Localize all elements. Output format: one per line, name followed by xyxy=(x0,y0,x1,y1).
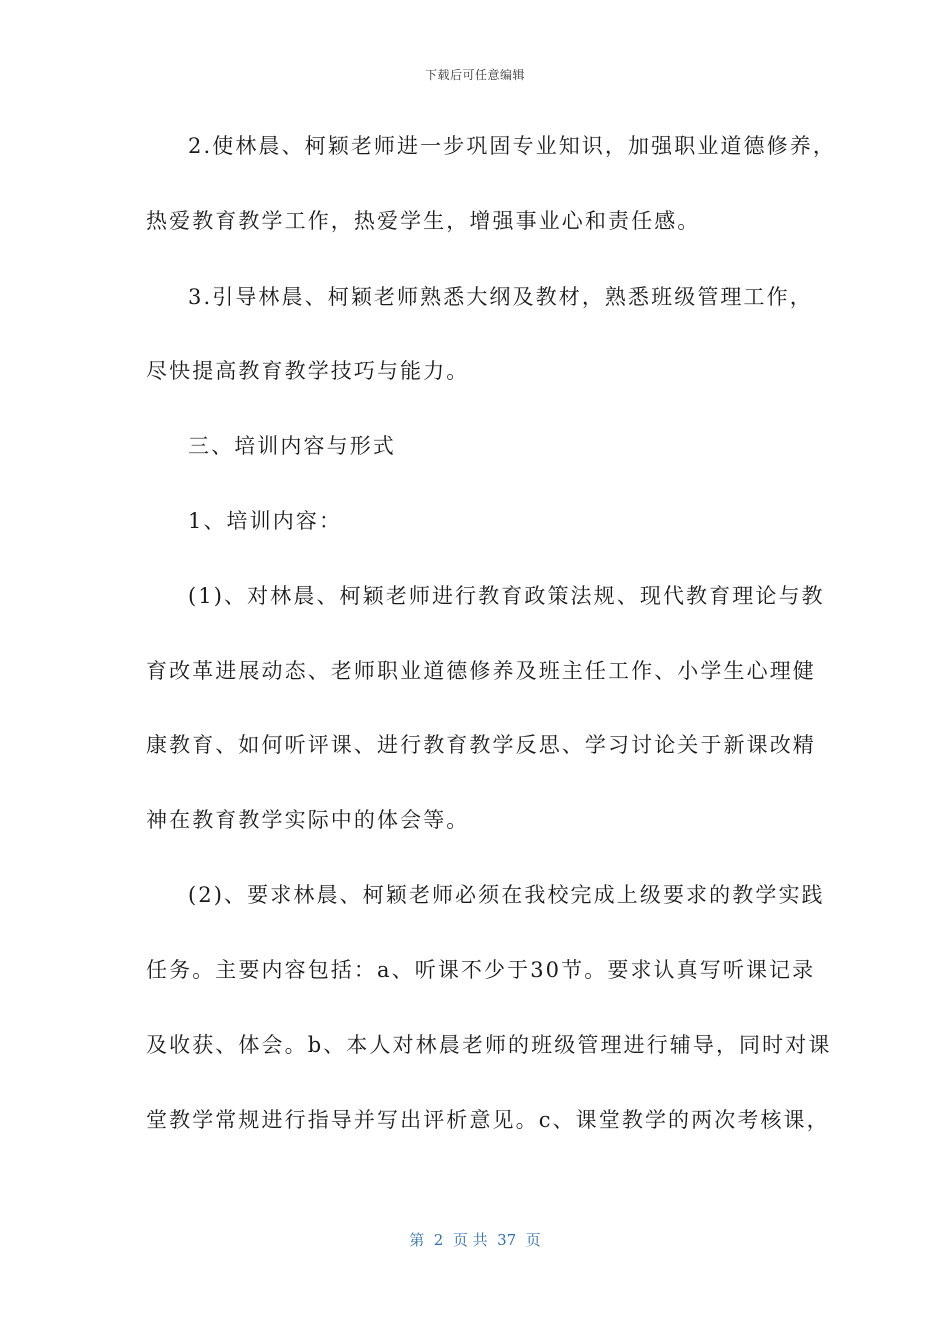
paragraph-line: 热爱教育教学工作，热爱学生，增强事业心和责任感。 xyxy=(146,209,701,233)
paragraph-line: 及收获、体会。b、本人对林晨老师的班级管理进行辅导，同时对课 xyxy=(146,1033,832,1057)
paragraph-line: 2.使林晨、柯颖老师进一步巩固专业知识，加强职业道德修养， xyxy=(188,134,836,158)
subsection-heading: 1、培训内容： xyxy=(188,509,343,533)
paragraph-line: 堂教学常规进行指导并写出评析意见。c、课堂教学的两次考核课， xyxy=(146,1108,830,1132)
page-number-footer: 第 2 页 共 37 页 xyxy=(409,1231,541,1249)
paragraph-line: 康教育、如何听评课、进行教育教学反思、学习讨论关于新课改精 xyxy=(146,733,816,757)
paragraph-line: 任务。主要内容包括：a、听课不少于30节。要求认真写听课记录 xyxy=(146,958,816,982)
paragraph-line: 神在教育教学实际中的体会等。 xyxy=(146,808,470,832)
paragraph-line: 尽快提高教育教学技巧与能力。 xyxy=(146,359,470,383)
section-heading: 三、培训内容与形式 xyxy=(188,434,396,458)
paragraph-line: 3.引导林晨、柯颖老师熟悉大纲及教材，熟悉班级管理工作， xyxy=(188,285,813,309)
paragraph-line: 育改革进展动态、老师职业道德修养及班主任工作、小学生心理健 xyxy=(146,659,816,683)
header-note: 下载后可任意编辑 xyxy=(424,68,525,82)
paragraph-line: (1)、对林晨、柯颖老师进行教育政策法规、现代教育理论与教 xyxy=(188,584,825,608)
paragraph-line: (2)、要求林晨、柯颖老师必须在我校完成上级要求的教学实践 xyxy=(188,883,825,907)
